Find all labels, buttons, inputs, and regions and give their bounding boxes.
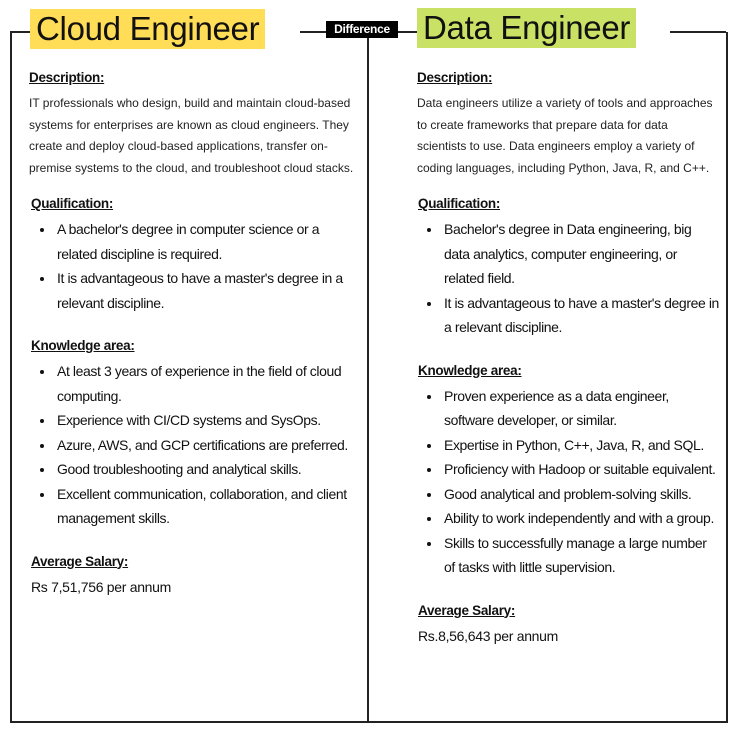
knowledge-heading: Knowledge area: — [418, 362, 522, 378]
list-item: • It is advantageous to have a master's degree in a relevant discipline. — [55, 266, 359, 315]
knowledge-list — [31, 359, 359, 531]
salary-value: Rs.8,56,643 per annum — [418, 627, 559, 644]
list-item: • A bachelor's degree in computer science or a related discipline is required. — [55, 217, 359, 266]
salary-heading: Average Salary: — [31, 553, 129, 569]
data-engineer-column — [417, 69, 719, 646]
description-text: IT professionals who design, build and maintain cloud-based systems for enterprises are known as cloud engineers. They create and deploy cloud-based applications, transfer on-premise systems to the cloud, and troubleshoot cloud stacks. — [29, 96, 354, 175]
data-description-section — [417, 69, 719, 179]
difference-badge: Difference — [326, 21, 398, 38]
frame-top-line — [10, 31, 32, 33]
list-item: • Proven experience as a data engineer, software developer, or similar. — [442, 384, 719, 433]
cloud-engineer-column — [29, 69, 359, 597]
data-engineer-title: Data Engineer — [417, 8, 636, 48]
qualification-heading: Qualification: — [31, 196, 114, 211]
cloud-salary-section — [31, 553, 359, 597]
list-item: • Expertise in Python, C++, Java, R, and SQL. — [442, 433, 719, 458]
cloud-description-section — [29, 69, 359, 179]
list-item: • Azure, AWS, and GCP certifications are preferred. — [55, 433, 359, 458]
list-item: • Experience with CI/CD systems and SysOps. — [55, 408, 359, 433]
qualification-list — [418, 217, 719, 340]
description-heading: Description: — [29, 70, 105, 85]
knowledge-heading: Knowledge area: — [31, 338, 135, 353]
qualification-heading: Qualification: — [418, 196, 501, 211]
list-item: • Ability to work independently and with a group. — [442, 506, 719, 531]
data-salary-section — [418, 602, 719, 646]
cloud-qualification-section — [31, 195, 359, 315]
list-item: • Good troubleshooting and analytical skills. — [55, 457, 359, 482]
data-qualification-section — [418, 195, 719, 340]
knowledge-list — [418, 384, 719, 580]
column-divider — [367, 32, 369, 723]
cloud-engineer-title: Cloud Engineer — [30, 9, 265, 49]
salary-heading: Average Salary: — [418, 602, 516, 618]
frame-top-line — [670, 31, 726, 33]
qualification-list — [31, 217, 359, 315]
description-text: Data engineers utilize a variety of tools and approaches to create frameworks that prepare data for data scientists to use. Data engineers employ a variety of coding languages, including Python, Java, R, and C++. — [417, 96, 713, 175]
list-item: • Skills to successfully manage a large number of tasks with little supervision. — [442, 531, 719, 580]
list-item: • Excellent communication, collaboration, and client management skills. — [55, 482, 359, 531]
list-item: • Proficiency with Hadoop or suitable equivalent. — [442, 457, 719, 482]
list-item: • At least 3 years of experience in the field of cloud computing. — [55, 359, 359, 408]
cloud-knowledge-section — [31, 337, 359, 531]
salary-value: Rs 7,51,756 per annum — [31, 578, 172, 595]
list-item: • Bachelor's degree in Data engineering, big data analytics, computer engineering, or related field. — [442, 217, 719, 291]
list-item: • Good analytical and problem-solving skills. — [442, 482, 719, 507]
list-item: • It is advantageous to have a master's degree in a relevant discipline. — [442, 291, 719, 340]
description-heading: Description: — [417, 70, 493, 85]
data-knowledge-section — [418, 362, 719, 580]
